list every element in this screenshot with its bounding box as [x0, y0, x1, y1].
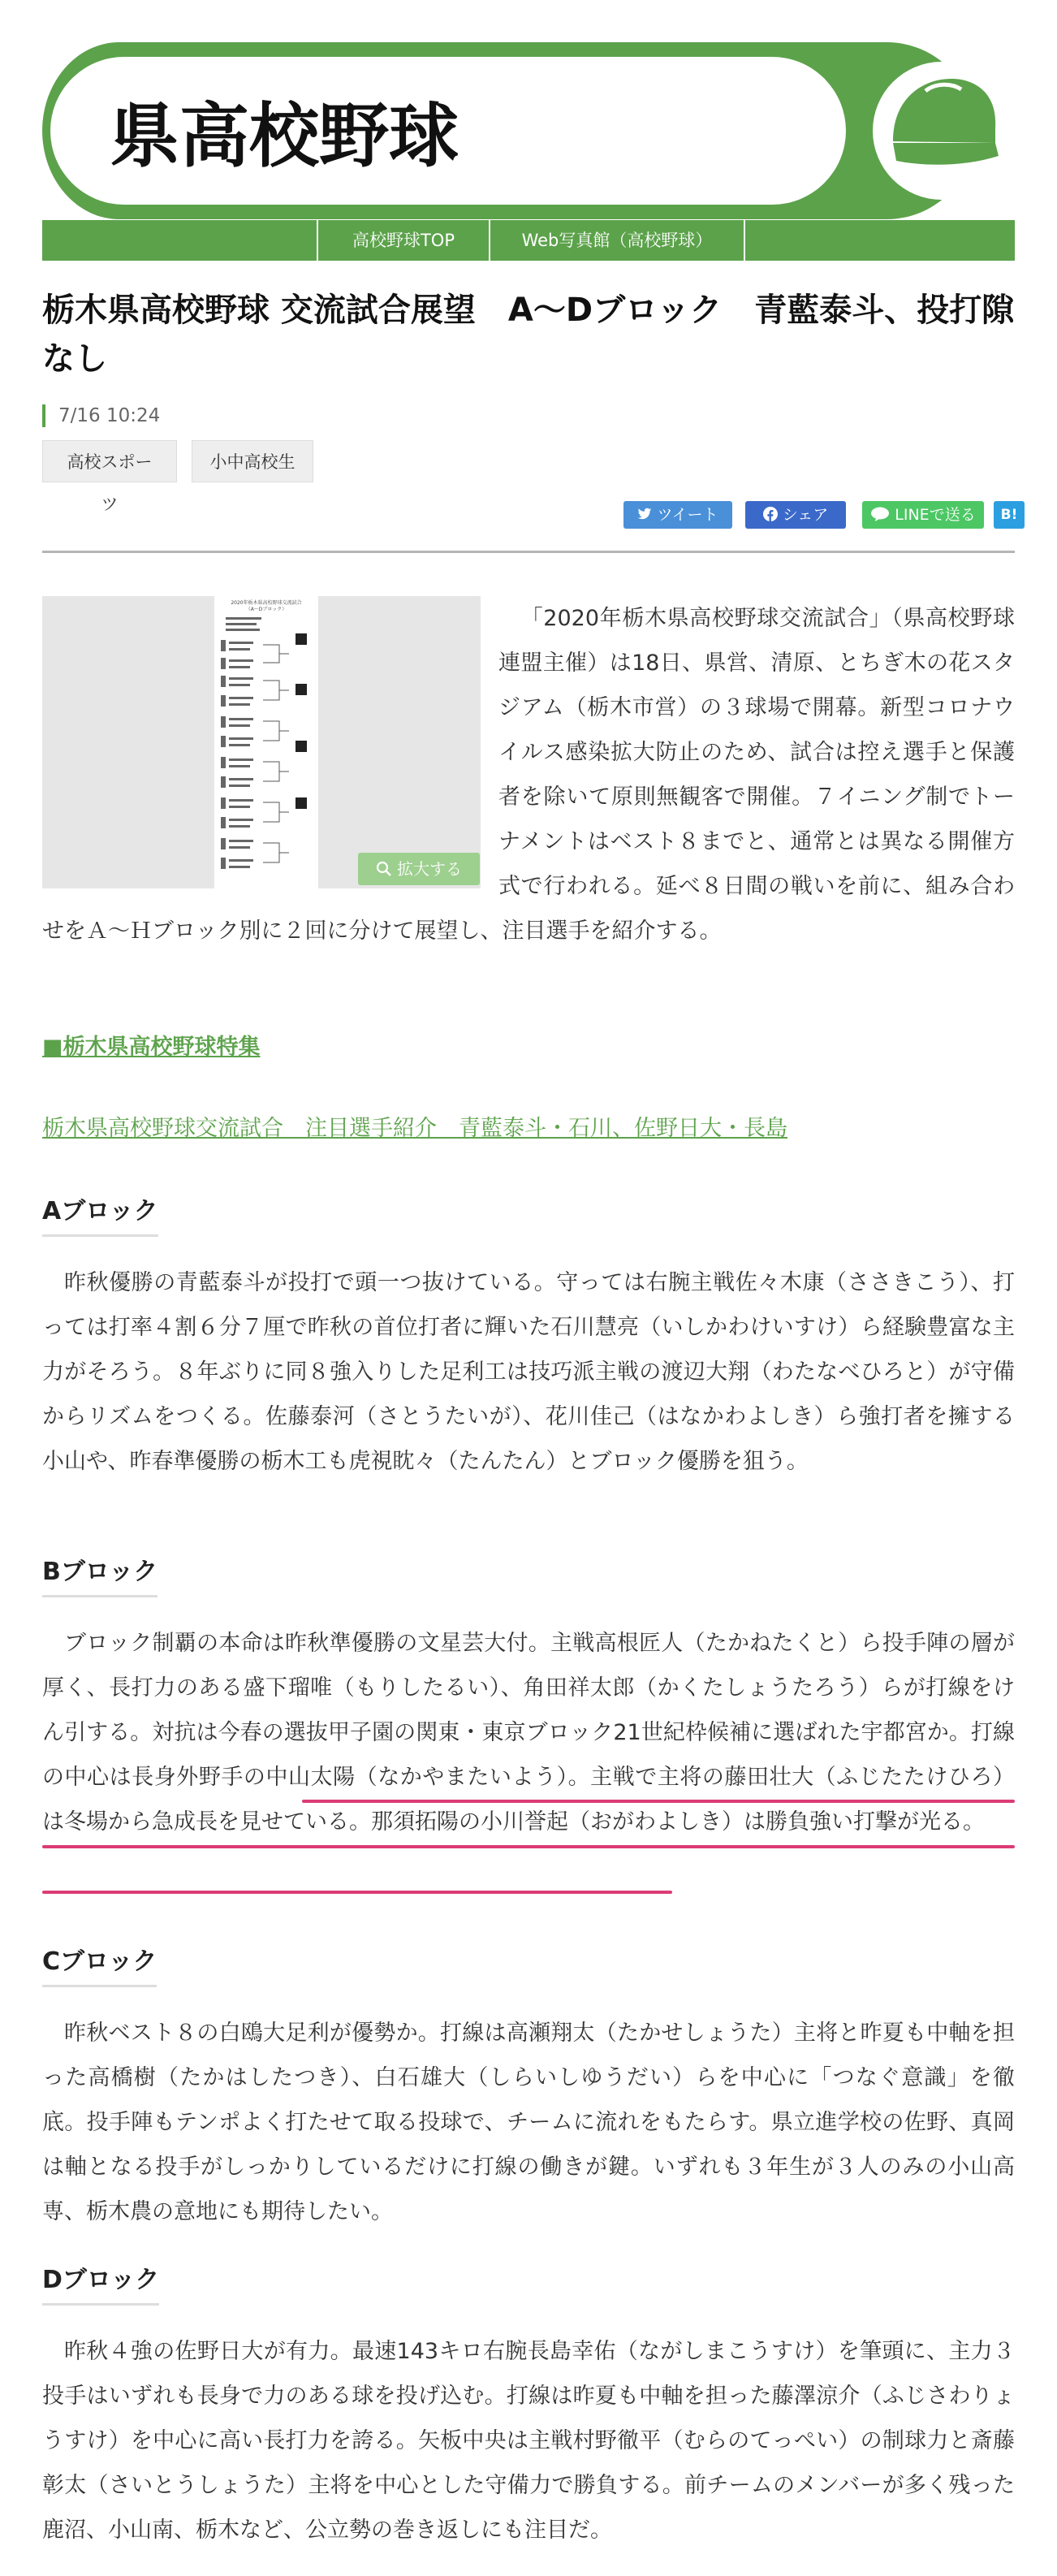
- facebook-share-label: シェア: [782, 506, 829, 524]
- hatena-bookmark-button[interactable]: B!: [994, 501, 1025, 529]
- nav-link-photo-gallery[interactable]: Web写真館（高校野球）: [489, 220, 745, 261]
- site-logo-text: 県高校野球: [110, 96, 459, 177]
- site-banner[interactable]: [42, 42, 1015, 219]
- twitter-bird-icon: [637, 508, 652, 521]
- line-share-button[interactable]: [862, 501, 984, 529]
- article-title: 栃木県高校野球 交流試合展望 A〜Dブロック 青藍泰斗、投打隙なし: [42, 292, 1015, 378]
- block-b-paragraph: ブロック制覇の本命は昨秋準優勝の文星芸大付。主戦高根匠人（たかねたくと）ら投手陣の層が厚く、長打力のある盛下瑠唯（もりしたるい）、角田祥太郎（かくたしょうたろう）らが打線をけん引する。対抗は今春の選抜甲子園の関東・東京ブロック21世紀枠候補に選ばれた宇都宮か。打線の中心は長身外野手の中山太陽（なかやまたいよう）。主戦で主将の藤田壮大（ふじたたけひろ）は冬場から急成長を見せている。那須拓陽の小川誉起（おがわよしき）は勝負強い打撃が光る。: [42, 1631, 1015, 1835]
- photo-float-spacer: [42, 596, 498, 888]
- related-article-link[interactable]: 栃木県高校野球交流試合 注目選手紹介 青藍泰斗・石川、佐野日大・長島: [42, 1116, 787, 1141]
- block-c-heading: Cブロック: [42, 1944, 157, 1987]
- header-divider: [42, 551, 1015, 553]
- block-b-heading: Bブロック: [42, 1554, 157, 1597]
- site-nav: [42, 220, 1015, 261]
- svg-text:（A～Dブロック）: （A～Dブロック）: [245, 607, 287, 612]
- enlarge-label: 拡大する: [397, 859, 462, 879]
- intro-paragraph: [42, 596, 1015, 953]
- intro-text: 「2020年栃木県高校野球交流試合」（県高校野球連盟主催）は18日、県営、清原、とちぎ木の花スタジアム（栃木市営）の３球場で開幕。新型コロナウイルス感染拡大防止のため、試合は控え選手と保護者を除いて原則無観客で開催。７イニング制でトーナメントはベスト８までと、通常とは異なる開催方式で行われる。延べ８日間の戦いを前に、組み合わせをＡ～Ｈブロック別に２回に分けて展望し、注目選手を紹介する。: [42, 606, 1015, 944]
- block-d-paragraph: 昨秋４強の佐野日大が有力。最速143キロ右腕長島幸佑（ながしまこうすけ）を筆頭に、主力３投手はいずれも長身で力のある球を投げ込む。打線は昨夏も中軸を担った藤澤涼介（ふじさわりょうすけ）を中心に高い長打力を誇る。矢板中央は主戦村野徹平（むらのてっぺい）の制球力と斎藤彰太（さいとうしょうた）主将を中心とした守備力で勝負する。前チームのメンバーが多く残った鹿沼、小山南、栃木など、公立勢の巻き返しにも注目だ。: [42, 2339, 1015, 2543]
- block-a-heading: Aブロック: [42, 1194, 158, 1237]
- baseball-cap-logo-icon: [873, 62, 1011, 200]
- tweet-button[interactable]: [623, 501, 732, 529]
- line-share-label: LINEで送る: [895, 506, 976, 524]
- tag-students[interactable]: 小中高校生: [192, 440, 313, 482]
- highlight-underline: [42, 1845, 1015, 1848]
- tweet-label: ツイート: [657, 506, 718, 524]
- line-icon: [870, 507, 890, 521]
- block-c-paragraph: 昨秋ベスト８の白鴎大足利が優勢か。打線は高瀬翔太（たかせしょうた）主将と昨夏も中軸を担った高橋樹（たかはしたつき）、白石雄大（しらいしゆうだい）らを中心に「つなぐ意識」を徹底。投手陣もテンポよく打たせて取る投球で、チームに流れをもたらす。県立進学校の佐野、真岡は軸となる投手がしっかりしているだけに打線の働きが鍵。いずれも３年生が３人のみの小山高専、栃木農の意地にも期待したい。: [42, 2021, 1015, 2224]
- block-a-paragraph: 昨秋優勝の青藍泰斗が投打で頭一つ抜けている。守っては右腕主戦佐々木康（ささきこう）、打っては打率４割６分７厘で昨秋の首位打者に輝いた石川慧亮（いしかわけいすけ）ら経験豊富な主力がそろう。８年ぶりに同８強入りした足利工は技巧派主戦の渡辺大翔（わたなべひろと）が守備からリズムをつくる。佐藤泰河（さとうたいが）、花川佳己（はなかわよしき）ら強打者を擁する小山や、昨春準優勝の栃木工も虎視眈々（たんたん）とブロック優勝を狙う。: [42, 1270, 1015, 1474]
- svg-text:2020年栃木県高校野球交流試合: 2020年栃木県高校野球交流試合: [231, 600, 302, 606]
- block-d-heading: Dブロック: [42, 2263, 159, 2306]
- special-feature-link[interactable]: ■栃木県高校野球特集: [42, 1035, 261, 1060]
- tag-high-school-sports[interactable]: 高校スポーツ: [42, 440, 177, 482]
- nav-link-top[interactable]: 高校野球TOP: [317, 220, 489, 261]
- facebook-share-button[interactable]: [745, 501, 846, 529]
- article-date: 7/16 10:24: [42, 404, 160, 427]
- highlight-underline: [42, 1891, 672, 1894]
- highlight-underline: [302, 1800, 1015, 1803]
- facebook-icon: [763, 507, 778, 521]
